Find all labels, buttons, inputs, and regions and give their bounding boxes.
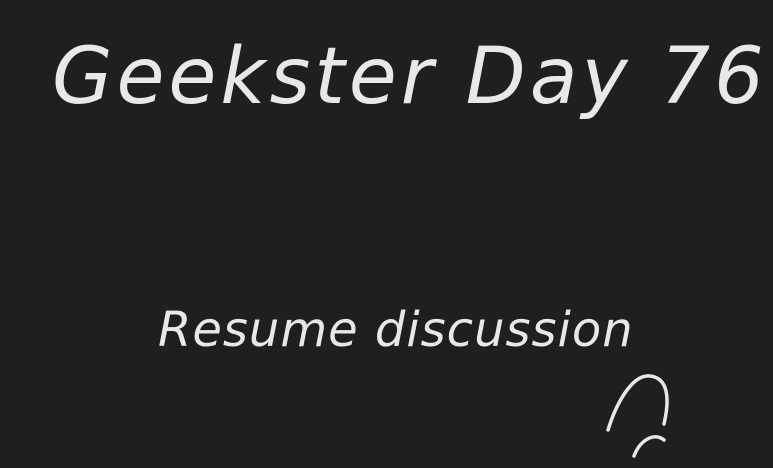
page-subtitle: Resume discussion bbox=[158, 302, 634, 358]
page-title: Geekster Day 76 bbox=[52, 32, 768, 122]
pen-stroke-scribble bbox=[598, 368, 678, 464]
